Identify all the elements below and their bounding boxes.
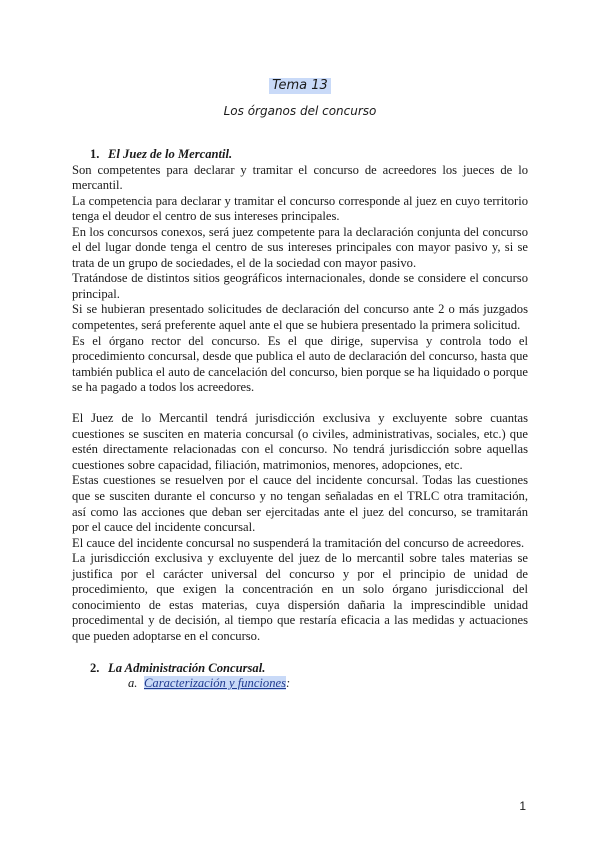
subsection-link[interactable]: Caracterización y funciones: [144, 676, 287, 691]
section-number-1: 1.: [90, 147, 100, 161]
title-container: [0, 76, 600, 94]
paragraph: El Juez de lo Mercantil tendrá jurisdicción exclusiva y excluyente sobre cuantas cuestiones se susciten en materia concursal (o civiles, administrativas, sociales, etc.) que estén directamente relacionadas con el concurso. No tendrá jurisdicción sobre aquellas cuestiones sobre capacidad, filiación, matrimonios, menores, adopciones, etc.: [72, 411, 528, 472]
section-heading-2: [72, 661, 528, 677]
blank-line: [72, 396, 528, 412]
subsection-item: [72, 676, 528, 692]
document-subtitle: Los órganos del concurso: [223, 104, 377, 118]
subsection-suffix: :: [286, 676, 291, 691]
section-title-1: El Juez de lo Mercantil.: [108, 147, 233, 161]
subsection-letter: a.: [128, 676, 138, 691]
paragraph: Tratándose de distintos sitios geográficos internacionales, donde se considere el concurso principal.: [72, 271, 528, 301]
paragraph: El cauce del incidente concursal no suspenderá la tramitación del concurso de acreedores.: [72, 535, 525, 550]
page-number: 1: [519, 799, 526, 813]
paragraph: La jurisdicción exclusiva y excluyente del juez de lo mercantil sobre tales materias se justifica por el carácter universal del concurso y por el principio de unidad de procedimiento, que exigen la concentración en un solo órgano jurisdiccional del conocimiento de estas materias, cuya dispersión dañaria la imprescindible unidad procedimental y de decisión, al tiempo que restaría eficacia a las medidas y actuaciones que pueden adoptarse en el concurso.: [72, 551, 528, 643]
document-title: Tema 13: [269, 78, 331, 94]
section-number-2: 2.: [90, 660, 100, 675]
subtitle-container: [0, 102, 600, 120]
paragraph: Son competentes para declarar y tramitar el concurso de acreedores los jueces de lo mercantil.: [72, 162, 528, 193]
section-title-2: La Administración Concursal.: [108, 660, 266, 675]
paragraph: Si se hubieran presentado solicitudes de declaración del concurso ante 2 o más juzgados competentes, será preferente aquel ante el que se hubiera presentado la primera solicitud.: [72, 302, 528, 333]
paragraph: La competencia para declarar y tramitar el concurso corresponde al juez en cuyo territorio tenga el deudor el centro de sus intereses principales.: [72, 193, 528, 224]
paragraph: Es el órgano rector del concurso. Es el que dirige, supervisa y controla todo el procedimiento concursal, desde que publica el auto de declaración del concurso, hasta que también publica el auto de cancelación del concurso, bien porque se ha liquidado o porque se ha pagado a todos los acreedores.: [72, 333, 528, 395]
paragraph: Estas cuestiones se resuelven por el cauce del incidente concursal. Todas las cuestiones que se susciten durante el concurso y no tengan señaladas en el TRLC otra tramitación, así como las acciones que deban ser ejercitadas ante el juez del concurso, se tramitarán por el cauce del incidente concursal.: [72, 473, 528, 535]
section-heading-1: [72, 147, 528, 163]
document-body: [72, 147, 528, 692]
paragraph: En los concursos conexos, será juez competente para la declaración conjunta del concurso el del lugar donde tenga el centro de sus intereses principales con mayor pasivo y, si se trata de un grupo de sociedades, el de la sociedad con mayor pasivo.: [72, 224, 528, 270]
blank-line: [72, 645, 528, 661]
